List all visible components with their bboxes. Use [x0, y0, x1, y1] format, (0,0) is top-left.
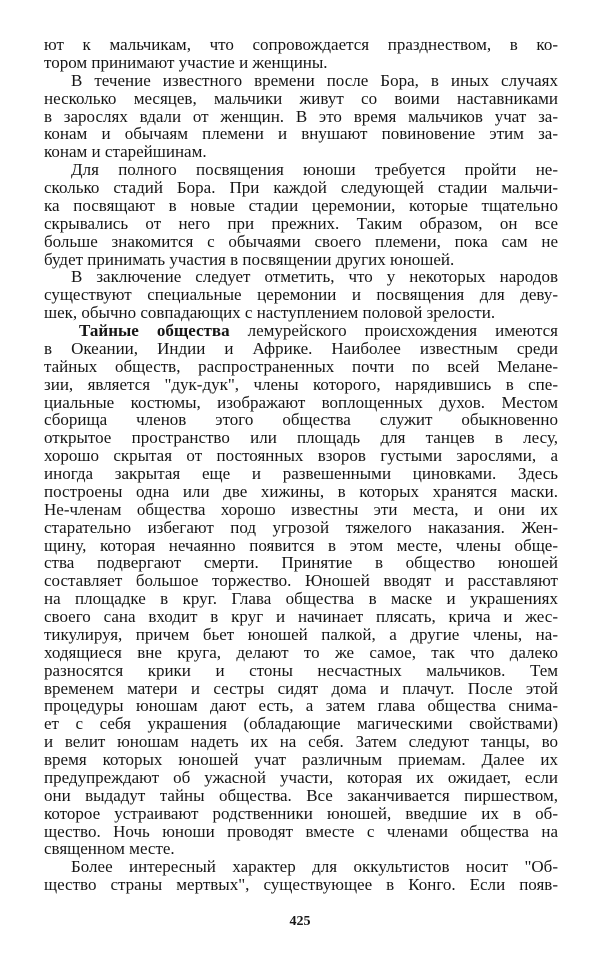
text-line: ства подвергают смерти. Принятие в общество юношей	[44, 553, 558, 573]
text-line: которое устраивают родственники юношей, введшие их в об-	[44, 803, 558, 823]
paragraph	[44, 72, 558, 161]
text-line: на площадке в круг. Глава общества в маске и украшениях	[44, 589, 558, 609]
text-line: сборища членов этого общества служит обыкновенно	[44, 410, 558, 430]
text-line: тайных обществ, распространенных почти по всей Мелане-	[44, 356, 558, 376]
text-line: щину, которая нечаянно появится в этом месте, члены обще-	[44, 535, 558, 555]
text-line: скрывались от него при прежних. Таким образом, он все	[44, 213, 558, 233]
text-line: составляет большое торжество. Юношей вводят и расставляют	[44, 571, 558, 591]
paragraph	[44, 36, 558, 72]
text-line: тором принимают участие и женщины.	[44, 52, 328, 72]
text-line: будет принимать участия в посвящении других юношей.	[44, 249, 455, 269]
text-line: и велит юношам надеть их на себя. Затем следуют танцы, во	[44, 732, 558, 752]
text-line: существуют специальные церемонии и посвящения для деву-	[44, 285, 558, 305]
text-line: время которых юношей учат различным приемам. Далее их	[44, 750, 558, 769]
text-line: в зарослях вдали от женщин. В это время мальчиков учат за-	[44, 106, 558, 126]
text-line: иногда закрытая еще и развешенными циновками. Здесь	[44, 464, 558, 483]
text-line: своего сана входит в круг и начинает плясать, крича и жес-	[44, 607, 558, 626]
paragraph	[44, 322, 558, 858]
text-line: щество страны мертвых", существующее в Конго. Если появ-	[44, 875, 558, 895]
text-line: ет с себя украшения (обладающие магическими свойствами)	[44, 714, 558, 734]
text-line: ют к мальчикам, что сопровождается празднеством, в ко-	[44, 35, 558, 54]
paragraph	[44, 161, 558, 268]
text-line: предупреждают об ужасной участи, которая их ожидает, если	[44, 767, 558, 787]
text-line	[44, 322, 558, 340]
text-line: больше знакомится с обычаями своего племени, пока сам не	[44, 231, 558, 251]
text-line: сколько стадий Бора. При каждой следующей стадии мальчи-	[44, 178, 558, 197]
text-line: хорошо скрытая от постоянных взоров густыми зарослями, а	[44, 446, 558, 466]
text-line: циальные костюмы, изображают воплощенных духов. Местом	[44, 392, 558, 412]
text-line: временем матери и сестры сидят дома и плачут. После этой	[44, 678, 558, 698]
text-line: тикулируя, причем бьет юношей палкой, а другие члены, на-	[44, 624, 558, 644]
text-line: священном месте.	[44, 839, 175, 859]
text-line: конам и обычаям племени и внушают повиновение этим за-	[44, 124, 558, 144]
paragraph	[44, 268, 558, 322]
paragraph	[44, 858, 558, 894]
text-line: процедуры юношам дают есть, а затем глава общества снима-	[44, 696, 558, 716]
text-line: они выдадут тайны общества. Все заканчивается пиршеством,	[44, 785, 558, 805]
text-line: несколько месяцев, мальчики живут со воими наставниками	[44, 88, 558, 108]
text-line: зии, является "дук-дук", члены которого, нарядившись в спе-	[44, 374, 558, 394]
text-line: Для полного посвящения юноши требуется пройти не-	[71, 160, 558, 180]
text-line: в Океании, Индии и Африке. Наиболее известным среди	[44, 338, 558, 358]
text-line: старательно избегают под угрозой тяжелого наказания. Жен-	[44, 517, 558, 537]
text-line: щество. Ночь юноши проводят вместе с членами общества на	[44, 821, 558, 841]
page-number: 425	[289, 914, 311, 929]
page-body-text	[44, 36, 558, 894]
text-line: конам и старейшинам.	[44, 142, 207, 162]
text-line: Не-членам общества хорошо известны эти места, и они их	[44, 499, 558, 519]
text-line: открытое пространство или площадь для танцев в лесу,	[44, 428, 558, 448]
text-line: Более интересный характер для оккультистов носит "Об-	[71, 857, 558, 877]
text-line: шек, обычно совпадающих с наступлением половой зрелости.	[44, 303, 496, 323]
text-line: В течение известного времени после Бора, в иных случаях	[71, 70, 558, 90]
text-line: построены одна или две хижины, в которых хранятся маски.	[44, 481, 558, 501]
text-line: ка посвящают в новые стадии церемонии, которые тщательно	[44, 195, 558, 215]
text-line: В заключение следует отметить, что у некоторых народов	[71, 267, 558, 287]
section-heading-inline: Тайные общества	[79, 321, 230, 340]
text-line: ходящиеся вне круга, делают то же самое, так что далеко	[44, 642, 558, 662]
text-line-rest: лемурейского происхождения имеются	[229, 321, 558, 340]
text-line: разносятся крики и стоны несчастных мальчиков. Тем	[44, 660, 558, 680]
